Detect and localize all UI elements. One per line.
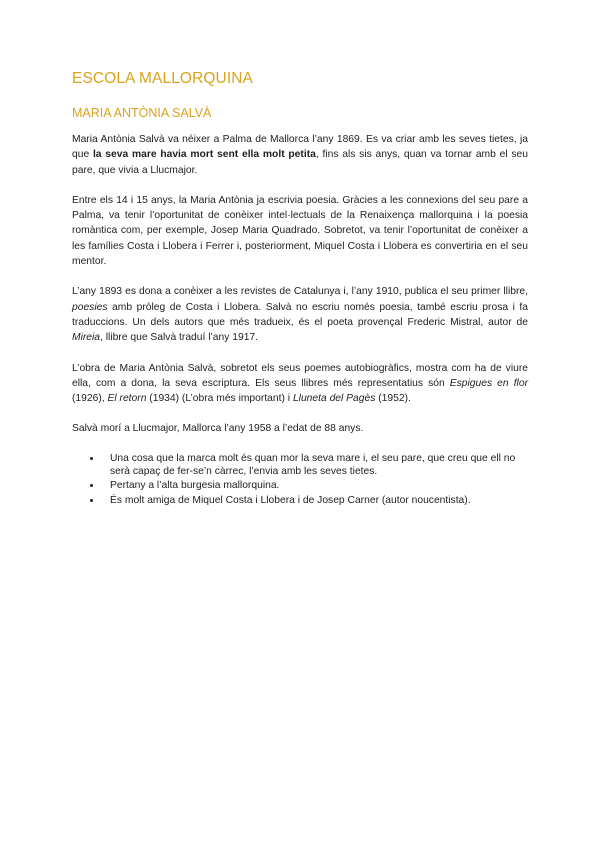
paragraph-works [72, 361, 528, 407]
paragraph-text: Maria Antònia Salvà va néixer a Palma de Mallorca l’any 1869. Es va criar amb les seves tietes, ja que [72, 134, 528, 161]
paragraph-text: , llibre que Salvà traduí l’any 1917. [100, 332, 259, 344]
page-title: ESCOLA MALLORQUINA [72, 70, 253, 87]
list-item: • Pertany a l’alta burgesia mallorquina. [102, 479, 528, 492]
bullet-list [72, 452, 528, 507]
paragraph-text: L’obra de Maria Antònia Salvà, sobretot els seus poemes autobiogràfics, mostra com ha de viure ella, com a dona, la seva escriptura. Els seus llibres més representatius són [72, 362, 528, 389]
section-heading: MARIA ANTÒNIA SALVÀ [72, 106, 212, 120]
list-item: • És molt amiga de Miquel Costa i Llobera i de Josep Carner (autor noucentista). [102, 494, 528, 507]
paragraph-youth: Entre els 14 i 15 anys, la Maria Antònia ja escrivia poesia. Gràcies a les connexions del seu pare a Palma, va tenir l’oportunitat de conèixer intel·lectuals de la Renaixença mallorquina i la poesia romàntica com, per exemple, Josep Maria Quadrado. Sobretot, va tenir l’oportunitat de conèixer a les famílies Costa i Llobera i Ferrer i, posteriorment, Miquel Costa i Llobera es convertiria en el seu mentor. [72, 194, 528, 268]
paragraph-death: Salvà morí a Llucmajor, Mallorca l’any 1958 a l’edat de 88 anys. [72, 423, 364, 435]
italic-title: poesies [72, 301, 108, 313]
paragraph-career [72, 284, 528, 345]
italic-title: Lluneta del Pagès [292, 393, 376, 405]
paragraph-text: L’any 1893 es dona a conèixer a les revistes de Catalunya i, l’any 1910, publica el seu primer llibre, [72, 286, 528, 298]
paragraph-text: amb pròleg de Costa i Llobera. Salvà no escriu només poesia, també escriu prosa i fa traduccions. Un dels autors que més tradueix, és el poeta provençal Frederic Mistral, autor de [72, 301, 528, 328]
italic-title: Mireia [72, 332, 101, 344]
bold-text: la seva mare havia mort sent ella molt petita [92, 149, 316, 161]
paragraph-birth [72, 132, 528, 178]
paragraph-text: (1952). [375, 393, 411, 405]
italic-title: El retorn [107, 393, 147, 405]
document-page [72, 70, 528, 508]
list-item: • Una cosa que la marca molt és quan mor la seva mare i, el seu pare, que creu que ell no serà capaç de fer-se’n càrrec, l’envia amb les seves tietes. [102, 452, 528, 479]
italic-title: Espigues en flor [449, 377, 528, 389]
paragraph-text: (1926), [72, 393, 108, 405]
paragraph-text: , fins als sis anys, quan va tornar amb el seu pare, que vivia a Llucmajor. [72, 149, 528, 176]
paragraph-text: (1934) (L’obra més important) i [146, 393, 293, 405]
